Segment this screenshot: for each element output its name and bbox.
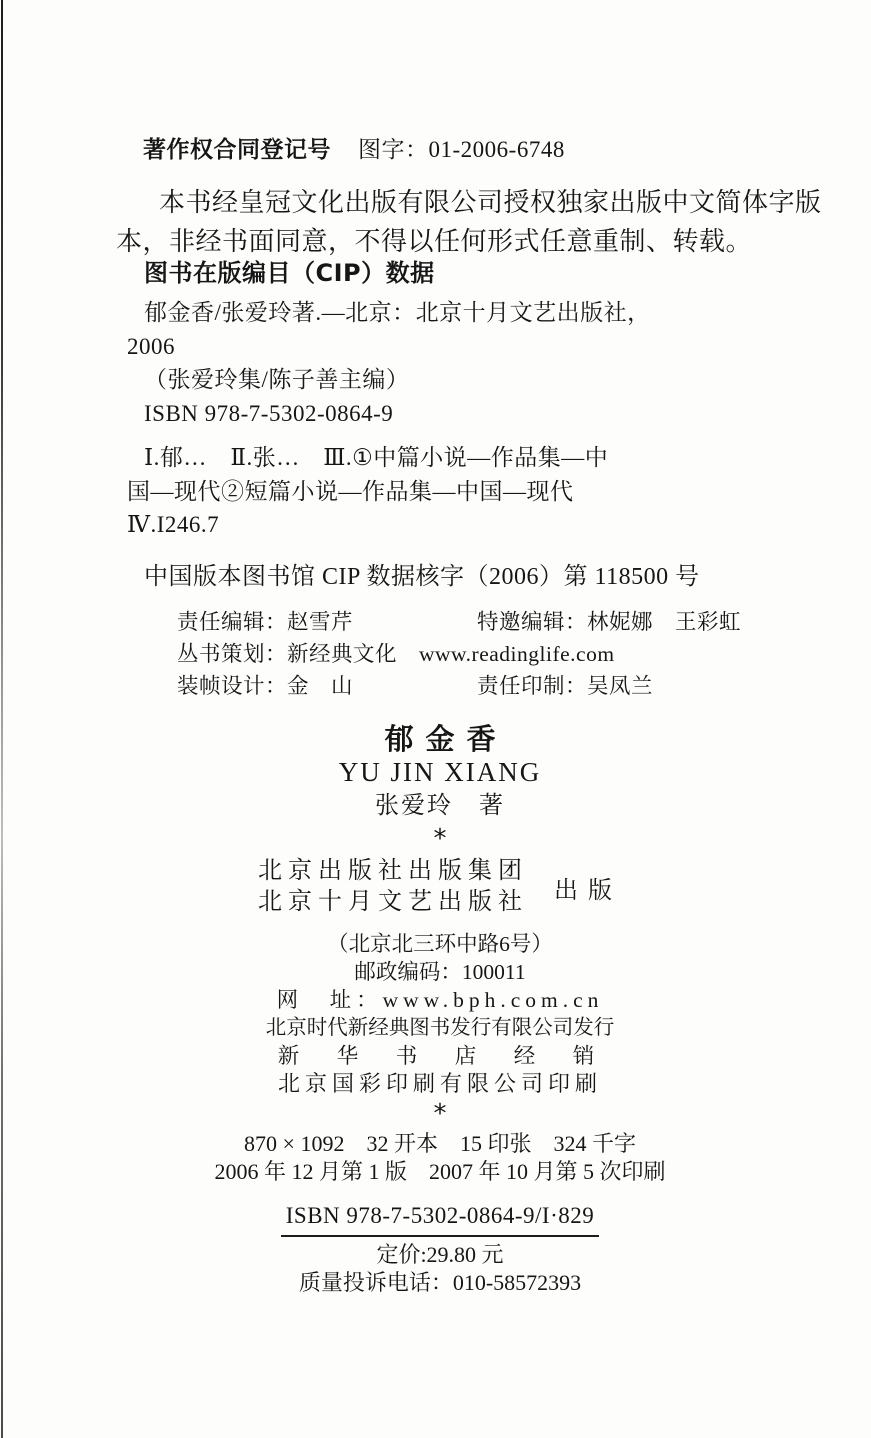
staff-credits (177, 606, 741, 702)
registration-label: 著作权合同登记号 (143, 137, 331, 163)
publisher-group: 北京出版社出版集团 (258, 858, 528, 884)
publisher: 北京十月文艺出版社 (258, 889, 528, 915)
scan-edge-artifact (1, 0, 3, 1438)
cip-record-number: 中国版本图书馆 CIP 数据核字（2006）第 118500 号 (144, 564, 700, 590)
publisher-address: （北京北三环中路6号） (327, 932, 553, 956)
license-notice-line2: 本，非经书面同意，不得以任何形式任意重制、转载。 (116, 227, 753, 256)
isbn-line-wrap (10, 1201, 870, 1237)
cip-block (127, 296, 651, 542)
cip-entry-line2: 2006 (127, 333, 175, 359)
distributor: 北京时代新经典图书发行有限公司发行 (265, 1017, 615, 1039)
price: 定价:29.80 元 (376, 1242, 504, 1267)
series-planning: 丛书策划：新经典文化 www.readinglife.com (177, 642, 615, 666)
book-title-pinyin: YU JIN XIANG (338, 757, 542, 787)
cip-classification-line1: Ⅰ.郁… Ⅱ.张… Ⅲ.①中篇小说—作品集—中 (144, 445, 609, 470)
cip-series-note: （张爱玲集/陈子善主编） (144, 367, 410, 392)
license-notice (116, 183, 822, 261)
divider-star-2: * (433, 1099, 447, 1129)
website: 网 址：www.bph.com.cn (276, 988, 604, 1012)
cip-entry-line1: 郁金香/张爱玲著.—北京：北京十月文艺出版社， (144, 300, 651, 325)
license-notice-line1: 本书经皇冠文化出版有限公司授权独家出版中文简体字版 (159, 188, 822, 217)
cip-classification-line2: 国—现代②短篇小说—作品集—中国—现代 (127, 478, 574, 504)
publish-label: 出版 (554, 877, 622, 904)
responsible-editor: 责任编辑：赵雪芹 (177, 610, 354, 634)
format-spec: 870 × 1092 32 开本 15 印张 324 千字 (244, 1131, 636, 1156)
book-title: 郁金香 (384, 722, 508, 756)
seller: 新 华 书 店 经 销 (277, 1044, 603, 1068)
publisher-unit (10, 856, 870, 918)
isbn-price-code: ISBN 978-7-5302-0864-9/I·829 (281, 1201, 600, 1237)
print-supervisor: 责任印制：吴凤兰 (477, 674, 654, 698)
publisher-names (258, 856, 528, 918)
cip-heading: 图书在版编目（CIP）数据 (144, 259, 435, 287)
printer: 北京国彩印刷有限公司印刷 (277, 1071, 602, 1096)
cip-classification-line3: Ⅳ.I246.7 (127, 512, 220, 537)
edition-info: 2006 年 12 月第 1 版 2007 年 10 月第 5 次印刷 (214, 1159, 666, 1184)
divider-star: * (433, 824, 447, 854)
postcode: 邮政编码：100011 (354, 960, 526, 984)
copyright-registration (143, 131, 565, 164)
invited-editor: 特邀编辑：林妮娜 王彩虹 (477, 610, 742, 634)
book-author: 张爱玲 著 (375, 793, 505, 819)
binding-design: 装帧设计：金 山 (177, 674, 354, 698)
colophon (10, 722, 870, 1297)
complaint-phone: 质量投诉电话：010-58572393 (298, 1270, 582, 1295)
registration-number: 图字：01-2006-6748 (358, 137, 565, 162)
cip-isbn: ISBN 978-7-5302-0864-9 (144, 400, 394, 426)
